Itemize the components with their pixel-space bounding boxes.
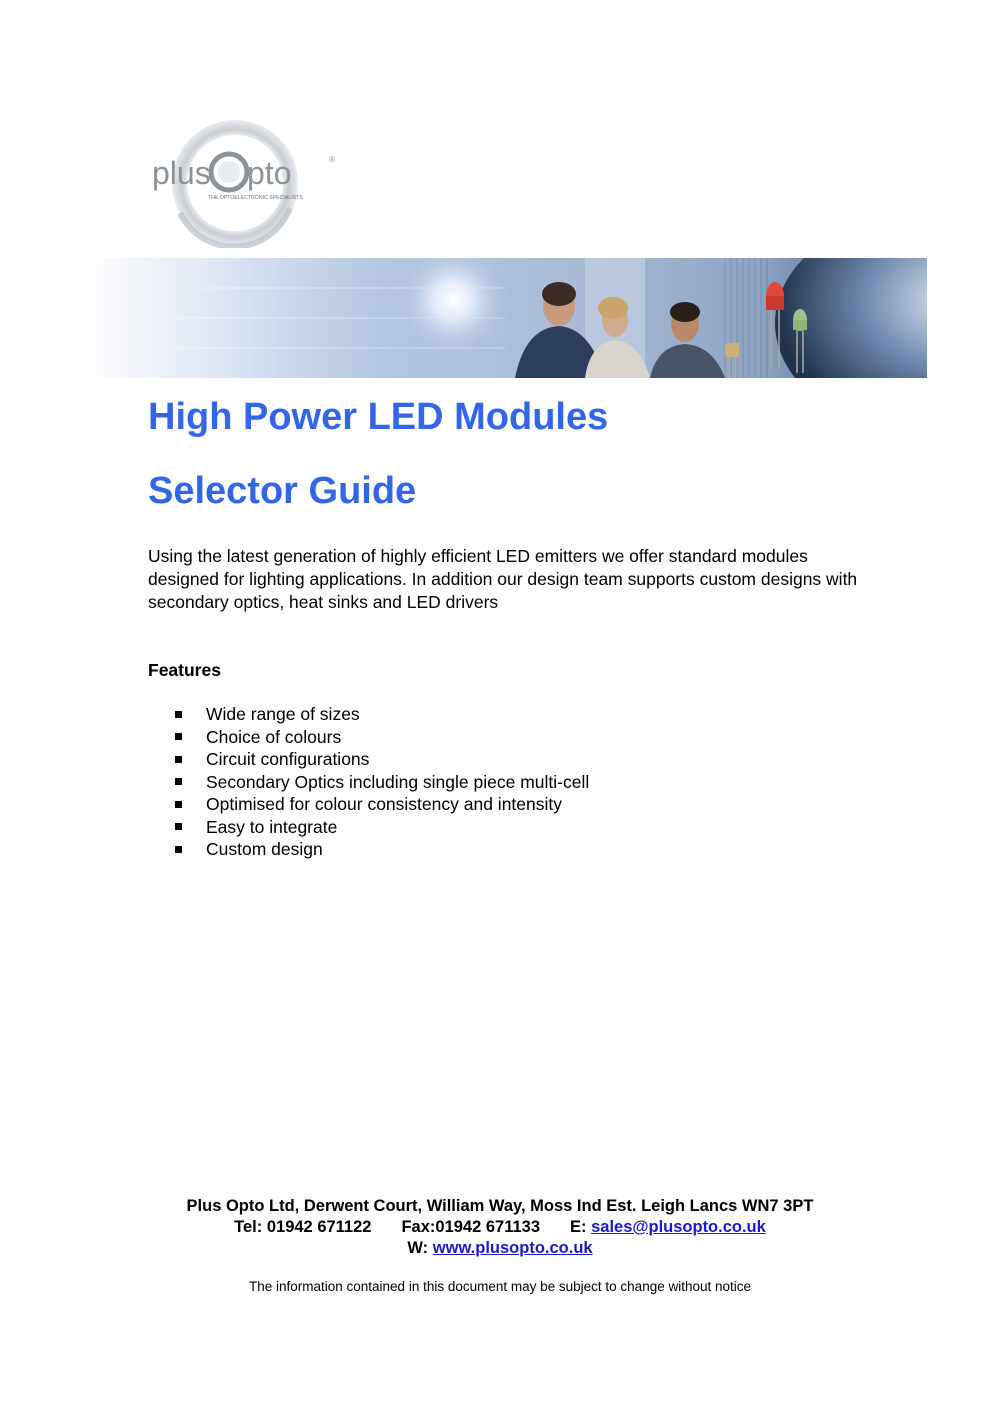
banner-photo [85, 258, 927, 378]
company-address: Plus Opto Ltd, Derwent Court, William Way, Moss Ind Est. Leigh Lancs WN7 3PT [186, 1197, 814, 1215]
contact-line [0, 1217, 1000, 1238]
bullet-icon [175, 733, 182, 740]
features-heading: Features [148, 660, 221, 680]
logo-word-opto: pto [247, 155, 292, 191]
web-label: W: [407, 1239, 429, 1257]
page-title: High Power LED Modules [148, 396, 609, 438]
contact-footer [0, 1196, 1000, 1259]
feature-text: Circuit configurations [206, 749, 370, 769]
web-line [0, 1238, 1000, 1259]
feature-text: Choice of colours [206, 726, 342, 747]
feature-text: Secondary Optics including single piece multi-cell [206, 771, 590, 792]
page-subtitle: Selector Guide [148, 470, 417, 512]
feature-item [175, 771, 589, 794]
plus-opto-logo [140, 118, 360, 248]
email-link[interactable]: sales@plusopto.co.uk [591, 1218, 766, 1236]
feature-text: Easy to integrate [206, 816, 338, 837]
telephone: Tel: 01942 671122 [234, 1218, 372, 1236]
logo-word-plus: plus [152, 155, 211, 191]
feature-item [175, 748, 589, 771]
feature-text: Optimised for colour consistency and intensity [206, 794, 562, 814]
logo-registered-mark: ® [329, 155, 335, 164]
bullet-icon [175, 711, 182, 718]
bullet-icon [175, 823, 182, 830]
email-label: E: [570, 1218, 587, 1236]
feature-item [175, 703, 589, 726]
feature-item [175, 816, 589, 839]
disclaimer: The information contained in this document may be subject to change without notice [248, 1279, 752, 1294]
features-list [175, 703, 589, 861]
bullet-icon [175, 846, 182, 853]
feature-text: Custom design [206, 839, 323, 859]
bullet-icon [175, 756, 182, 763]
website-link[interactable]: www.plusopto.co.uk [432, 1239, 593, 1257]
feature-text: Wide range of sizes [206, 704, 360, 724]
fax: Fax:01942 671133 [401, 1218, 541, 1236]
feature-item [175, 793, 589, 816]
intro-paragraph: Using the latest generation of highly efficient LED emitters we offer standard modules designed for lighting applications. In addition our design team supports custom designs with secondary optics, heat sinks and LED drivers [148, 546, 858, 612]
bullet-icon [175, 778, 182, 785]
feature-item [175, 838, 589, 861]
feature-item [175, 726, 589, 749]
logo-tagline: THE OPTOELECTRONIC SPECIALISTS [208, 195, 303, 201]
bullet-icon [175, 801, 182, 808]
